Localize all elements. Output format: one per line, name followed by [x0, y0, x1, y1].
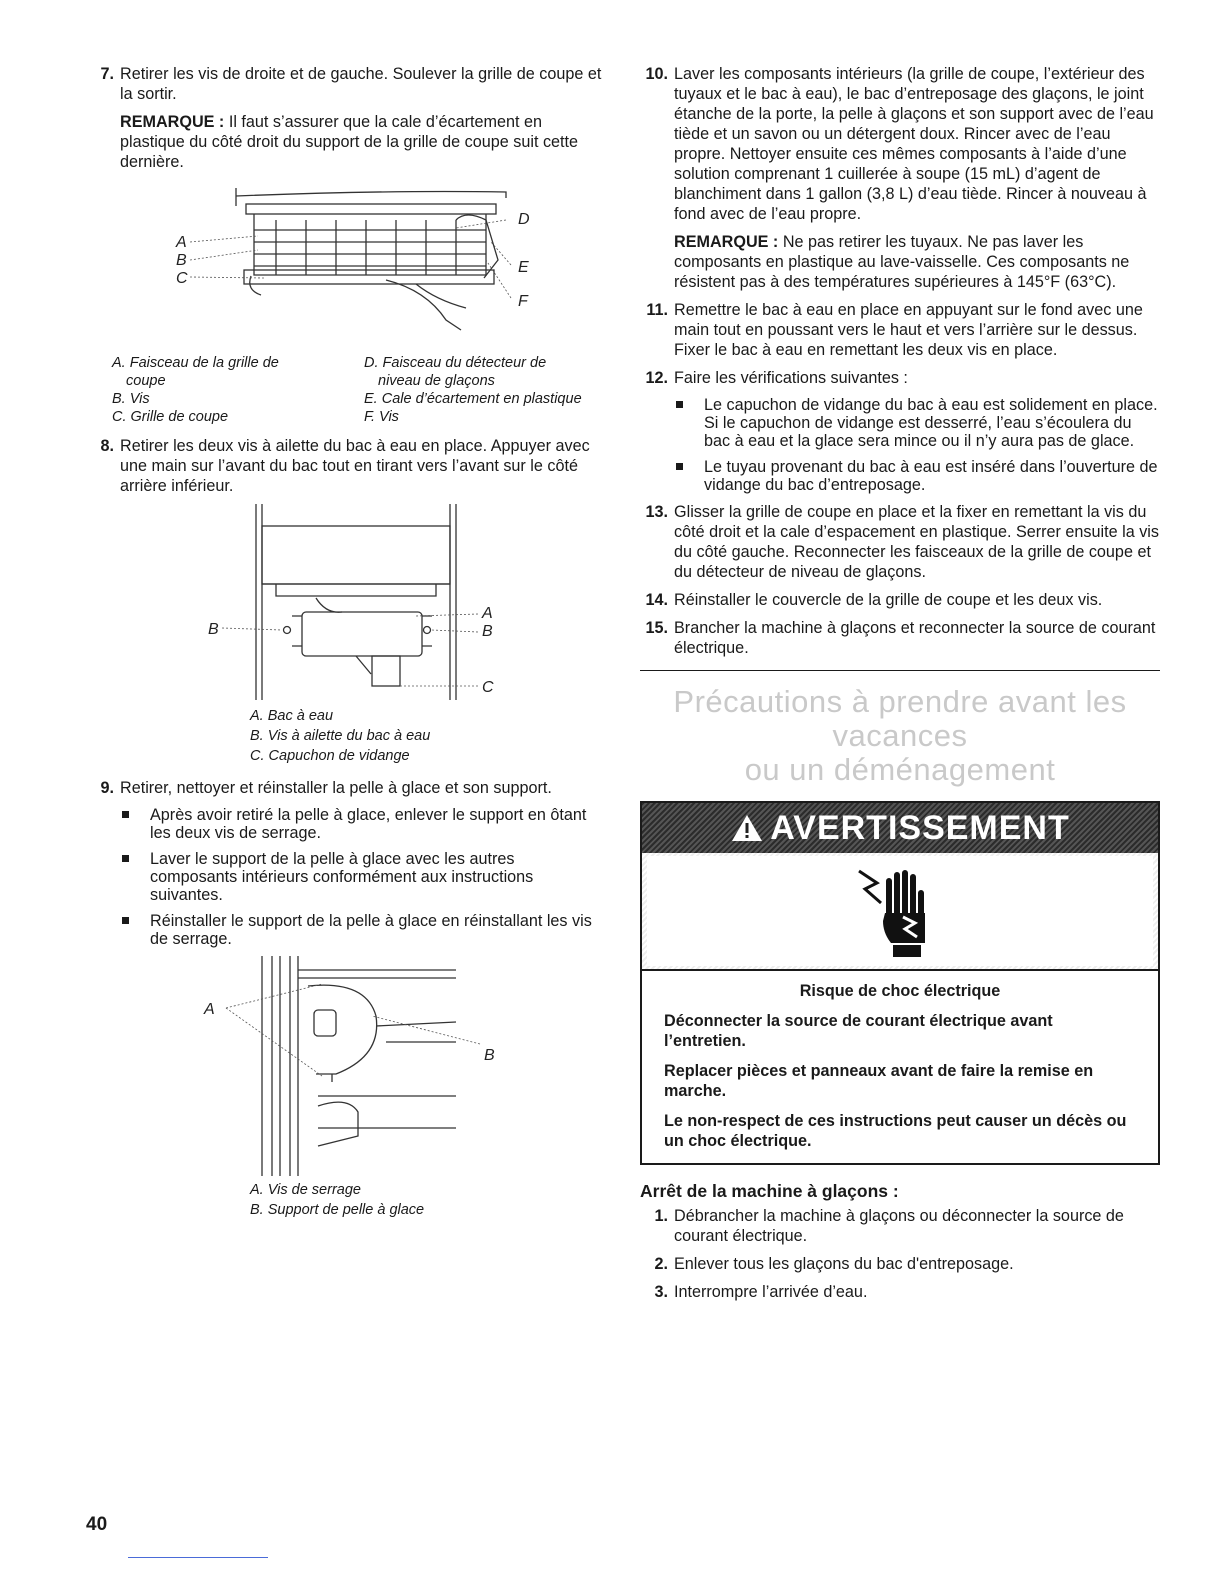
step-number: 14. — [645, 591, 668, 609]
step-text: Remettre le bac à eau en place en appuyant sur le fond avec une main tout en poussant vers le haut et vers l’arrière sur le dessus. Fixer le bac à eau en remettant les deux vis en place. — [674, 301, 1143, 359]
figure-scoop-support — [86, 956, 606, 1176]
step-10 — [640, 64, 1160, 292]
warning-triangle-icon — [730, 813, 764, 843]
electric-shock-hand-icon — [855, 863, 945, 959]
label-b-right: B — [482, 623, 493, 640]
note-label: REMARQUE : — [120, 113, 225, 131]
cutter-grid-illustration — [86, 180, 606, 350]
warning-box — [640, 801, 1160, 1165]
step-text: Enlever tous les glaçons du bac d'entreposage. — [674, 1255, 1014, 1273]
list-item: Laver le support de la pelle à glace avec les autres composants intérieurs conformément aux instructions suivantes. — [120, 850, 606, 904]
note-text: Ne pas retirer les tuyaux. Ne pas laver les composants en plastique au lave-vaisselle. Ces composants ne résistent pas à des températures supérieures à 145°F (63°C). — [674, 233, 1130, 291]
label-a: A — [482, 605, 493, 622]
caption-c: C. Capuchon de vidange — [250, 748, 410, 764]
step-text: Débrancher la machine à glaçons ou déconnecter la source de courant électrique. — [674, 1207, 1124, 1245]
step-text: Retirer les deux vis à ailette du bac à eau en place. Appuyer avec une main sur l’avant du bac tout en tirant vers l’avant sur le côté arrière inférieur. — [120, 437, 590, 495]
list-item: Le capuchon de vidange du bac à eau est solidement en place. Si le capuchon de vidange est desserré, l’eau s’écoulera du bac à eau et la glace sera mince ou il n’y aura pas de glace. — [674, 396, 1160, 450]
stop-step-3 — [640, 1282, 1160, 1302]
label-f: F — [518, 293, 528, 310]
step-number: 2. — [654, 1255, 668, 1273]
figure-1-captions — [112, 354, 606, 426]
step-number: 12. — [645, 369, 668, 387]
caption-a: A. Bac à eau — [250, 708, 334, 724]
section-title-line-2: ou un déménagement — [744, 752, 1056, 787]
label-a: A — [204, 1001, 215, 1018]
label-a: A — [176, 234, 187, 251]
stop-icemaker-heading: Arrêt de la machine à glaçons : — [640, 1181, 899, 1201]
stop-step-1 — [640, 1206, 1160, 1246]
step-number: 13. — [645, 503, 668, 521]
step-14 — [640, 590, 1160, 610]
right-column — [640, 64, 1160, 1310]
figure-3-captions — [250, 1180, 606, 1220]
caption-b: B. Vis à ailette du bac à eau — [250, 728, 431, 744]
warning-header — [642, 803, 1158, 853]
step-text: Laver les composants intérieurs (la grille de coupe, l’extérieur des tuyaux et le bac à eau), le bac d’entreposage des glaçons, le joint étanche de la porte, la pelle à glaçons et son support avec de l’eau tiède et un savon ou un détergent doux. Rincer avec de l’eau propre. Nettoyer ensuite ces mêmes composants à l’aide d’une solution comprenant 1 cuillerée à soupe (15 mL) d’agent de blanchiment dans 1 gallon (3,8 L) d’eau tiède. Rincer à nouveau à fond avec de l’eau propre. — [674, 65, 1154, 223]
figure-water-tray — [86, 504, 606, 700]
step-text: Faire les vérifications suivantes : — [674, 369, 908, 387]
step-text: Glisser la grille de coupe en place et la fixer en remettant la vis du côté droit et la cale d’espacement en plastique. Serrer ensuite la vis du côté gauche. Reconnecter les faisceaux de la grille de coupe et du détecteur de niveau de glaçons. — [674, 503, 1159, 581]
warning-line: Replacer pièces et panneaux avant de faire la remise en marche. — [664, 1062, 1094, 1100]
step-text: Interrompre l’arrivée d’eau. — [674, 1283, 868, 1301]
step-13 — [640, 502, 1160, 582]
label-e: E — [518, 259, 529, 276]
caption-a: A. Vis de serrage — [250, 1182, 361, 1198]
scoop-support-illustration — [86, 956, 606, 1176]
warning-line: Le non-respect de ces instructions peut causer un décès ou un choc électrique. — [664, 1112, 1127, 1150]
step-number: 8. — [100, 437, 114, 455]
warning-body — [642, 971, 1158, 1163]
figure-cutter-grid — [86, 180, 606, 350]
step-9 — [86, 778, 606, 948]
stop-step-2 — [640, 1254, 1160, 1274]
caption-a-cont: coupe — [126, 373, 166, 389]
step-text: Retirer les vis de droite et de gauche. Soulever la grille de coupe et la sortir. — [120, 65, 602, 103]
note-label: REMARQUE : — [674, 233, 779, 251]
step-number: 7. — [100, 65, 114, 83]
label-d: D — [518, 211, 530, 228]
step-number: 1. — [654, 1207, 668, 1225]
caption-f: F. Vis — [364, 409, 399, 425]
note — [120, 112, 606, 172]
caption-c: C. Grille de coupe — [112, 409, 229, 425]
label-b: B — [176, 252, 187, 269]
warning-header-text: AVERTISSEMENT — [770, 808, 1070, 847]
step-number: 15. — [645, 619, 668, 637]
list-item: Après avoir retiré la pelle à glace, enlever le support en ôtant les deux vis de serrage. — [120, 806, 606, 842]
list-item: Le tuyau provenant du bac à eau est inséré dans l’ouverture de vidange du bac d’entreposage. — [674, 458, 1160, 494]
water-tray-illustration — [86, 504, 606, 700]
step-11 — [640, 300, 1160, 360]
label-b: B — [484, 1047, 495, 1064]
step-7 — [86, 64, 606, 172]
step-text: Brancher la machine à glaçons et reconnecter la source de courant électrique. — [674, 619, 1156, 657]
caption-d-cont: niveau de glaçons — [378, 373, 495, 389]
step-12-bullets — [674, 396, 1160, 494]
note-text: Il faut s’assurer que la cale d’écartement en plastique du côté droit du support de la grille de coupe suit cette dernière. — [120, 113, 579, 171]
caption-b: B. Vis — [112, 391, 150, 407]
caption-d: D. Faisceau du détecteur de — [364, 355, 547, 371]
step-number: 10. — [645, 65, 668, 83]
caption-b: B. Support de pelle à glace — [250, 1202, 425, 1218]
step-9-bullets — [120, 806, 606, 948]
section-title-line-1: Précautions à prendre avant les vacances — [673, 684, 1127, 753]
left-column — [86, 64, 606, 1232]
warning-icon-area — [642, 853, 1158, 971]
figure-2-captions — [250, 706, 606, 766]
warning-line: Déconnecter la source de courant électrique avant l’entretien. — [664, 1012, 1053, 1050]
label-c: C — [482, 679, 494, 696]
label-c: C — [176, 270, 188, 287]
caption-a: A. Faisceau de la grille de — [112, 355, 279, 371]
step-text: Réinstaller le couvercle de la grille de coupe et les deux vis. — [674, 591, 1103, 609]
step-number: 3. — [654, 1283, 668, 1301]
step-15 — [640, 618, 1160, 658]
step-text: Retirer, nettoyer et réinstaller la pelle à glace et son support. — [120, 779, 552, 797]
step-number: 11. — [646, 301, 668, 319]
list-item: Réinstaller le support de la pelle à glace en réinstallant les vis de serrage. — [120, 912, 606, 948]
step-number: 9. — [100, 779, 114, 797]
warning-risk-title: Risque de choc électrique — [799, 982, 1001, 1000]
step-12 — [640, 368, 1160, 494]
step-8 — [86, 436, 606, 496]
label-b-left: B — [208, 621, 219, 638]
note — [674, 232, 1160, 292]
footer-line — [128, 1557, 268, 1558]
section-divider — [640, 670, 1160, 671]
page-number: 40 — [86, 1514, 108, 1535]
caption-e: E. Cale d’écartement en plastique — [364, 391, 582, 407]
section-title — [640, 685, 1160, 787]
